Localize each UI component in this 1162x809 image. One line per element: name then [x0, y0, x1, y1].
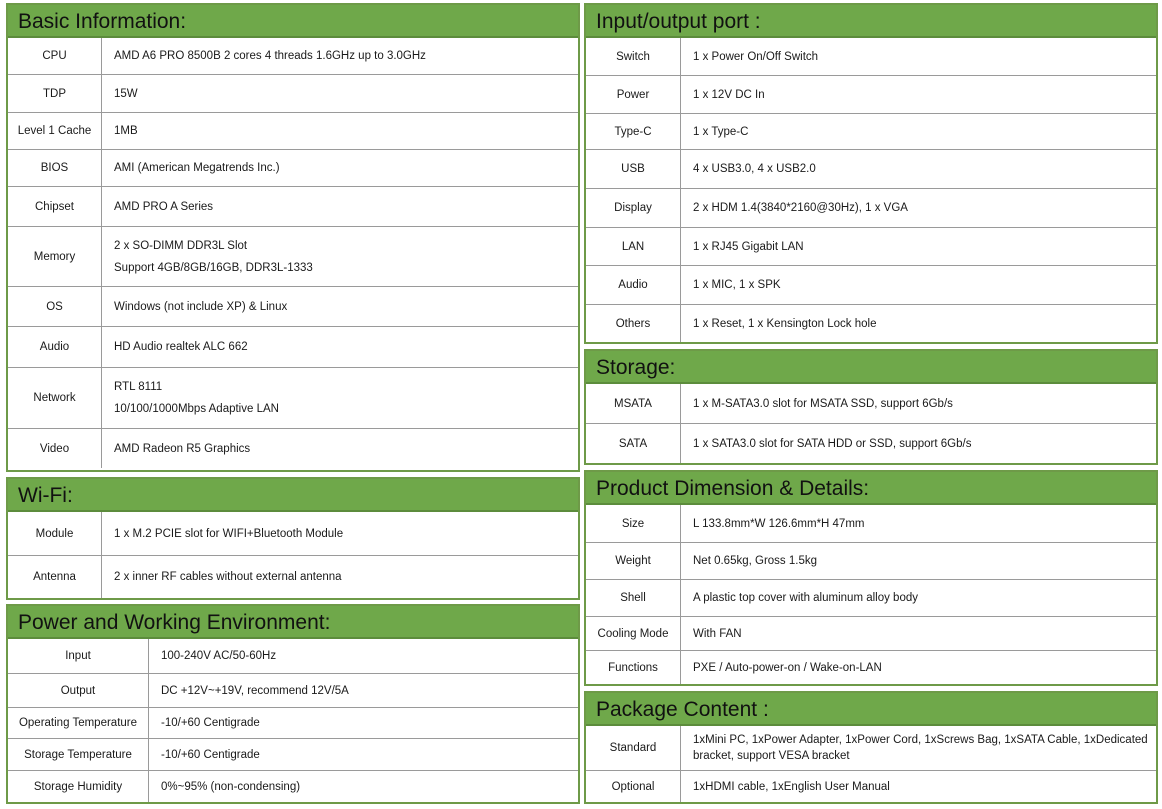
table-row: [8, 429, 578, 468]
row-label: Input: [8, 639, 149, 673]
row-label: Display: [586, 189, 681, 227]
table-row: [586, 726, 1156, 771]
row-label: Output: [8, 674, 149, 707]
row-value: Net 0.65kg, Gross 1.5kg: [693, 555, 818, 567]
row-label: Video: [8, 429, 102, 468]
basic-information-title: Basic Information:: [8, 5, 578, 38]
row-label: Standard: [586, 726, 681, 770]
table-row: [586, 651, 1156, 684]
table-row: [586, 384, 1156, 424]
row-value: PXE / Auto-power-on / Wake-on-LAN: [693, 661, 882, 674]
row-value: 1xMini PC, 1xPower Adapter, 1xPower Cord, 1xScrews Bag, 1xSATA Cable, 1xDedicated bracket, support VESA bracket: [693, 734, 1148, 762]
table-row: [8, 75, 578, 113]
row-label: Shell: [586, 580, 681, 616]
row-label: Network: [8, 368, 102, 428]
row-label: USB: [586, 150, 681, 188]
table-row: [586, 150, 1156, 189]
table-row: [8, 708, 578, 739]
row-value: HD Audio realtek ALC 662: [114, 341, 248, 353]
row-value: 1xHDMI cable, 1xEnglish User Manual: [693, 780, 890, 793]
row-label: Cooling Mode: [586, 617, 681, 650]
row-value: 1 x Power On/Off Switch: [693, 50, 819, 63]
row-value: 2 x HDM 1.4(3840*2160@30Hz), 1 x VGA: [693, 202, 908, 214]
row-value: 1 x M-SATA3.0 slot for MSATA SSD, support 6Gb/s: [693, 397, 953, 410]
row-value: -10/+60 Centigrade: [161, 748, 260, 761]
package-content-panel: [584, 691, 1158, 804]
row-label: Weight: [586, 543, 681, 579]
row-label: Switch: [586, 38, 681, 75]
table-row: [586, 505, 1156, 543]
row-value: L 133.8mm*W 126.6mm*H 47mm: [693, 517, 865, 530]
row-value: AMD Radeon R5 Graphics: [114, 442, 251, 455]
power-environment-panel: [6, 604, 580, 804]
row-label: TDP: [8, 75, 102, 112]
row-value: 1 x M.2 PCIE slot for WIFI+Bluetooth Module: [114, 527, 344, 540]
row-label: Level 1 Cache: [8, 113, 102, 149]
row-value: 1 x 12V DC In: [693, 88, 765, 101]
row-label: Audio: [8, 327, 102, 367]
table-row: [8, 327, 578, 368]
row-value: 1 x RJ45 Gigabit LAN: [693, 240, 804, 253]
table-row: [8, 187, 578, 227]
dimension-details-panel: [584, 470, 1158, 686]
table-row: [586, 580, 1156, 617]
wifi-panel: [6, 477, 580, 600]
row-label: Functions: [586, 651, 681, 684]
row-value: RTL 8111 10/100/1000Mbps Adaptive LAN: [114, 381, 279, 415]
row-value: 1 x Type-C: [693, 125, 749, 138]
row-label: Chipset: [8, 187, 102, 226]
row-value: 1 x MIC, 1 x SPK: [693, 279, 781, 291]
table-row: [586, 305, 1156, 342]
table-row: [8, 512, 578, 556]
table-row: [586, 114, 1156, 150]
table-row: [8, 227, 578, 287]
row-label: Storage Temperature: [8, 739, 149, 770]
wifi-title: Wi-Fi:: [8, 479, 578, 512]
row-value: 4 x USB3.0, 4 x USB2.0: [693, 163, 816, 175]
row-value: AMD PRO A Series: [114, 200, 214, 213]
table-row: [8, 771, 578, 802]
table-row: [8, 150, 578, 187]
row-label: BIOS: [8, 150, 102, 186]
table-row: [8, 739, 578, 771]
row-label: Audio: [586, 266, 681, 304]
row-label: Operating Temperature: [8, 708, 149, 738]
table-row: [8, 368, 578, 429]
table-row: [8, 674, 578, 708]
row-label: LAN: [586, 228, 681, 265]
table-row: [586, 424, 1156, 463]
row-label: Others: [586, 305, 681, 342]
row-label: Storage Humidity: [8, 771, 149, 802]
table-row: [8, 113, 578, 150]
row-label: SATA: [586, 424, 681, 463]
row-value: 2 x SO-DIMM DDR3L Slot Support 4GB/8GB/16GB, DDR3L-1333: [114, 239, 313, 274]
table-row: [586, 266, 1156, 305]
row-label: Optional: [586, 771, 681, 802]
row-value: 100-240V AC/50-60Hz: [161, 650, 277, 662]
row-value: 1 x SATA3.0 slot for SATA HDD or SSD, support 6Gb/s: [693, 437, 972, 450]
table-row: [586, 771, 1156, 802]
table-row: [586, 543, 1156, 580]
row-value: 1 x Reset, 1 x Kensington Lock hole: [693, 317, 877, 330]
table-row: [8, 639, 578, 674]
row-value: DC +12V~+19V, recommend 12V/5A: [161, 684, 349, 697]
storage-title: Storage:: [586, 351, 1156, 384]
row-value: AMI (American Megatrends Inc.): [114, 162, 280, 174]
table-row: [8, 287, 578, 327]
row-value: -10/+60 Centigrade: [161, 717, 260, 729]
io-port-panel: [584, 3, 1158, 344]
power-environment-title: Power and Working Environment:: [8, 606, 578, 639]
table-row: [586, 189, 1156, 228]
basic-information-panel: [6, 3, 580, 472]
row-value: A plastic top cover with aluminum alloy body: [693, 592, 918, 604]
row-value: 2 x inner RF cables without external antenna: [114, 571, 342, 583]
dimension-details-title: Product Dimension & Details:: [586, 472, 1156, 505]
row-value: With FAN: [693, 627, 742, 640]
table-row: [586, 38, 1156, 76]
row-label: Memory: [8, 227, 102, 286]
io-port-title: Input/output port :: [586, 5, 1156, 38]
row-label: Type-C: [586, 114, 681, 149]
row-label: Antenna: [8, 556, 102, 598]
table-row: [586, 76, 1156, 114]
row-label: MSATA: [586, 384, 681, 423]
row-value: 1MB: [114, 125, 138, 137]
storage-panel: [584, 349, 1158, 465]
row-value: Windows (not include XP) & Linux: [114, 300, 288, 313]
table-row: [8, 38, 578, 75]
package-content-title: Package Content :: [586, 693, 1156, 726]
row-label: CPU: [8, 38, 102, 74]
row-value: 0%~95% (non-condensing): [161, 780, 301, 793]
row-value: AMD A6 PRO 8500B 2 cores 4 threads 1.6GHz up to 3.0GHz: [114, 50, 426, 62]
table-row: [586, 228, 1156, 266]
row-label: OS: [8, 287, 102, 326]
table-row: [8, 556, 578, 598]
row-value: 15W: [114, 87, 138, 100]
table-row: [586, 617, 1156, 651]
row-label: Size: [586, 505, 681, 542]
row-label: Module: [8, 512, 102, 555]
row-label: Power: [586, 76, 681, 113]
